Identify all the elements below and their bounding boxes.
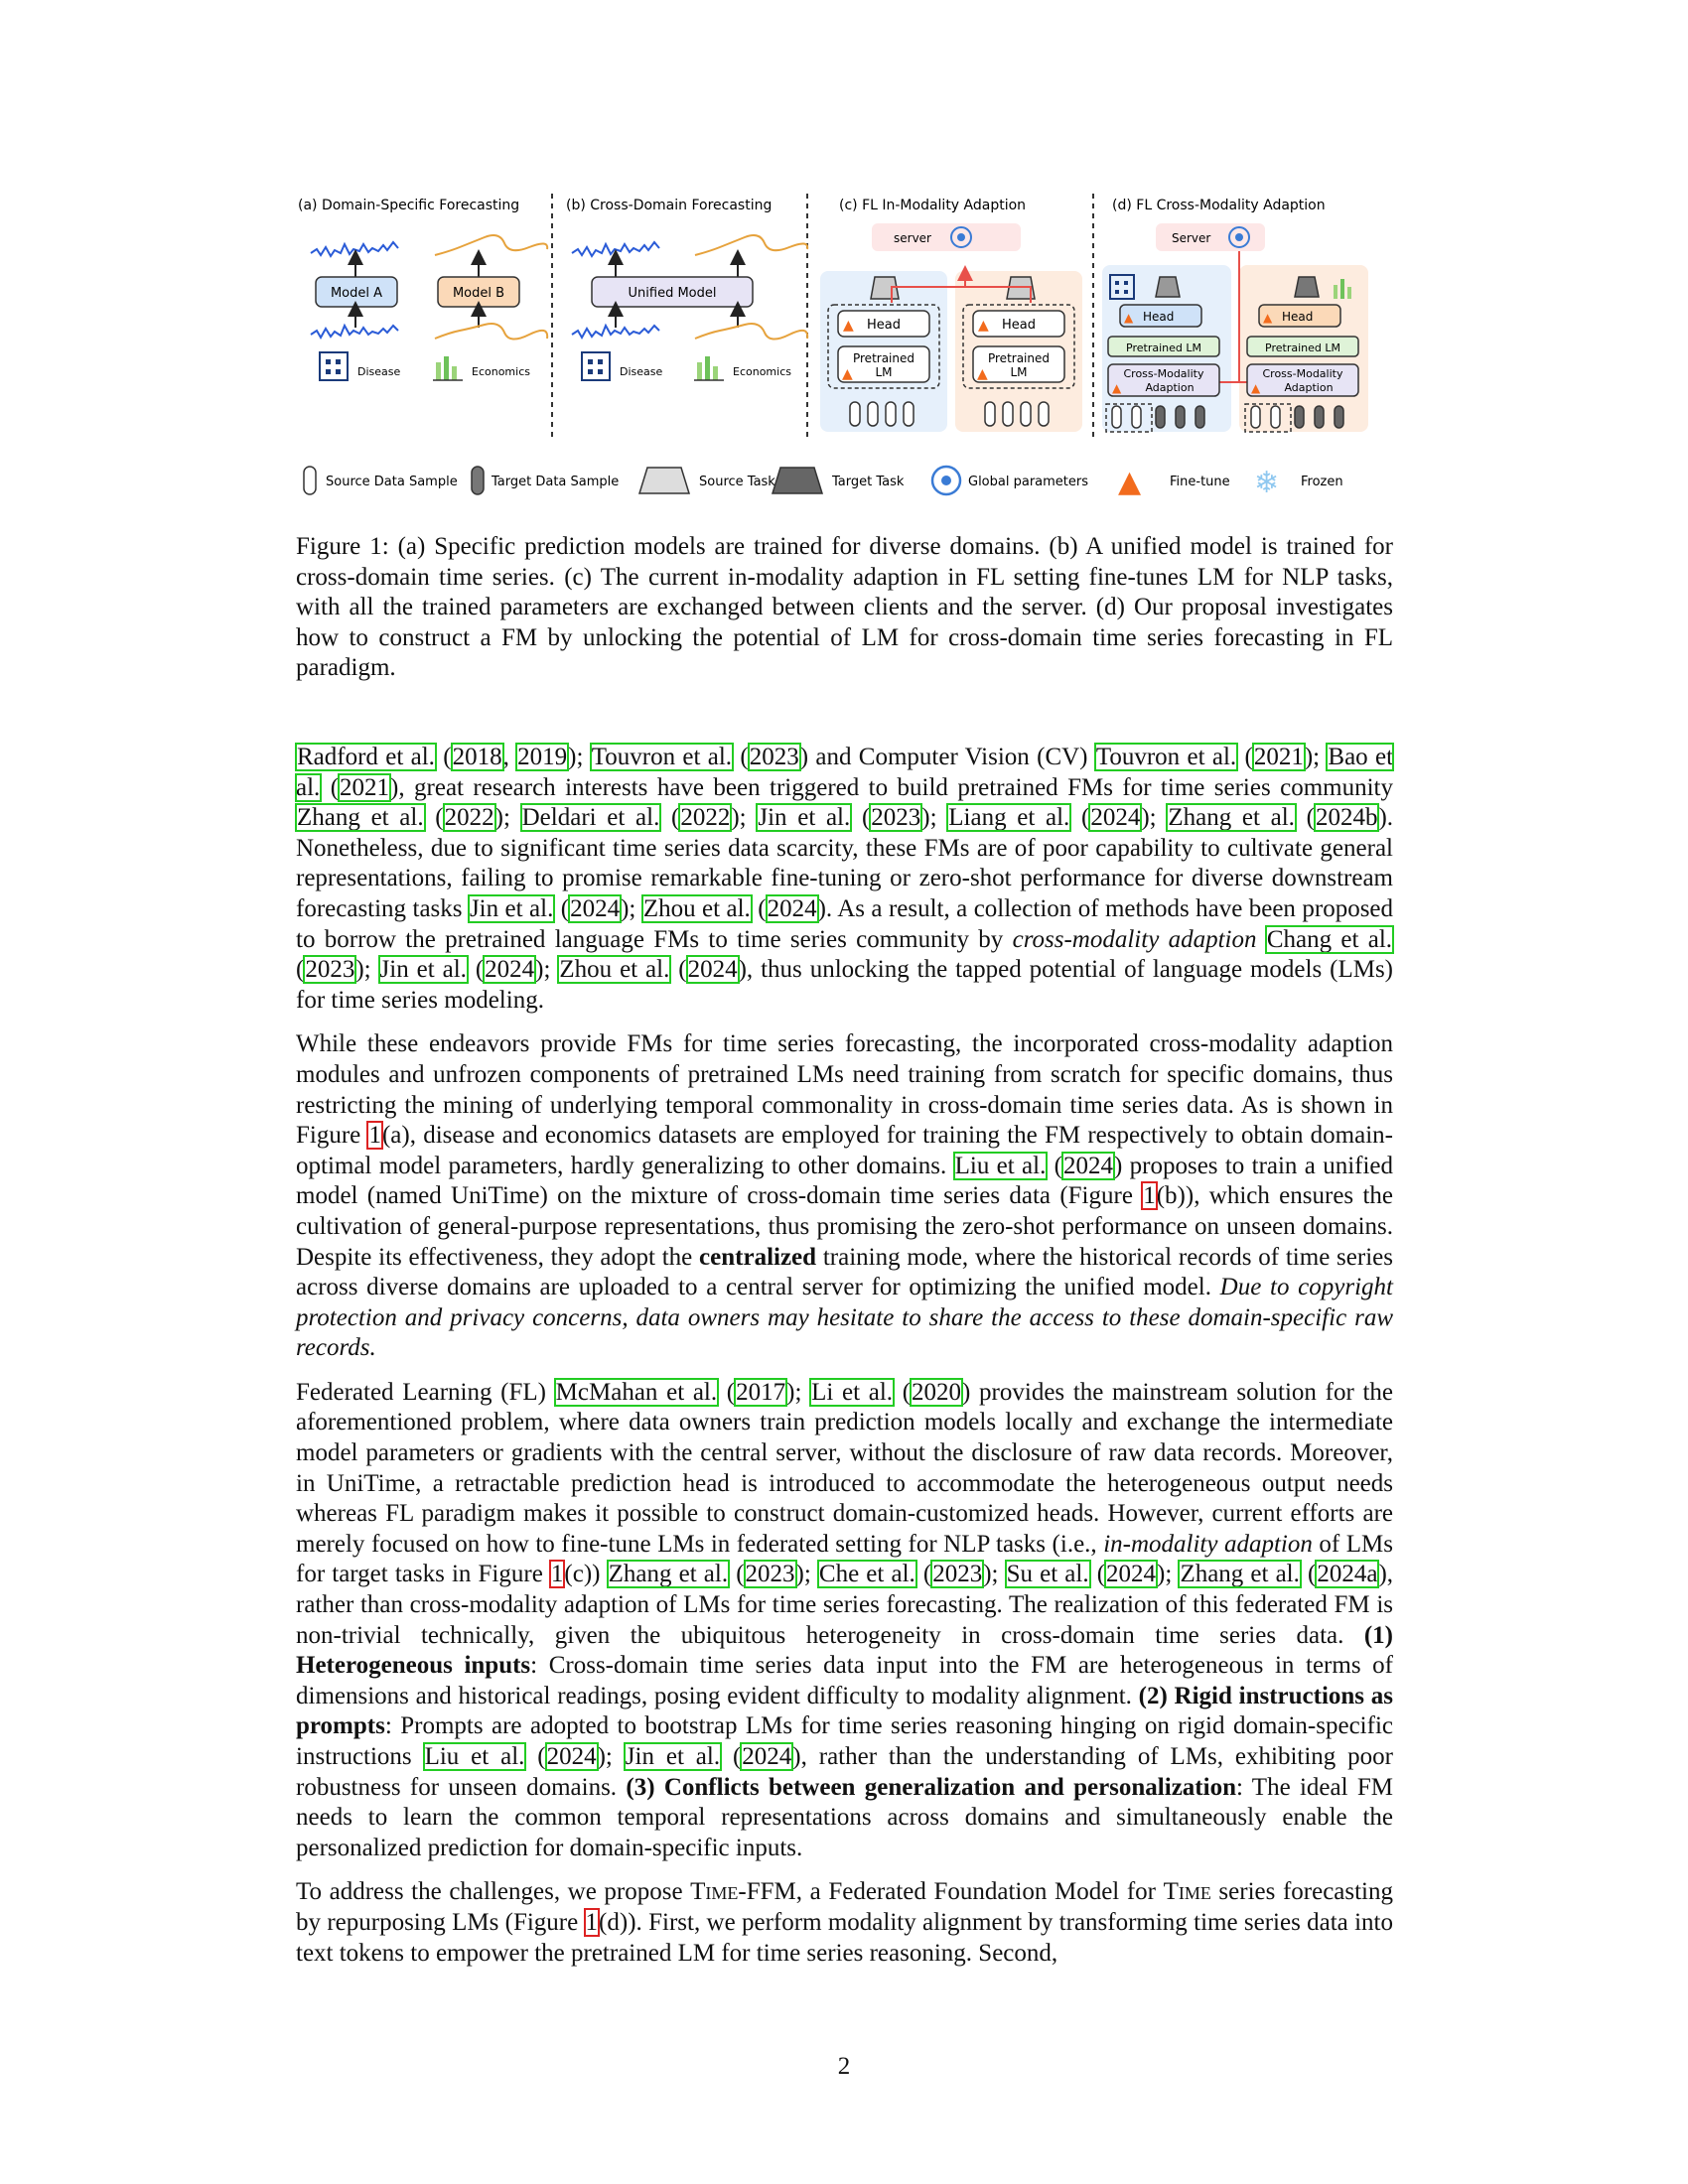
hospital-icon	[320, 352, 348, 380]
citation-link[interactable]: 2024	[687, 956, 738, 984]
text-run: ) proposes to train a unified model (named UniTime) on the mixture of cross-domain time series data (Figure	[296, 1152, 1394, 1210]
bold-text: (3) Conflicts between generalization and personalization	[626, 1773, 1236, 1801]
caption-prefix: Figure 1:	[296, 533, 389, 560]
page-number: 2	[837, 2053, 851, 2080]
figure-ref-link[interactable]: 1	[550, 1561, 564, 1588]
fire-icon: ▲	[1251, 381, 1261, 395]
unified-model-label: Unified Model	[628, 286, 717, 301]
text-run: );	[355, 956, 379, 984]
text-run: (	[554, 894, 570, 922]
economics-label-a: Economics	[472, 365, 530, 378]
fire-icon: ▲	[843, 318, 854, 334]
citation-link[interactable]: 2024	[1062, 1152, 1113, 1179]
legend-global-parameters: Global parameters	[968, 475, 1089, 489]
figure-caption	[296, 532, 1393, 684]
legend-fine-tune: Fine-tune	[1170, 475, 1230, 489]
server-label-d: Server	[1172, 231, 1211, 245]
server-label-c: server	[894, 231, 931, 245]
legend-frozen: Frozen	[1301, 475, 1343, 489]
text-run: (	[718, 1378, 736, 1406]
caption-text: (a) Specific prediction models are trained for diverse domains. (b) A unified model is trained for cross-domain time series. (c) The current in-modality adaption in FL setting fine-tunes LM for NLP tasks, with all the trained parameters are exchanged between clients and the server. (d) Our proposal investigates how to construct a FM by unlocking the potential of LM for cross-domain time series forecasting in FL paradigm.	[296, 533, 1394, 682]
text-run: (c))	[564, 1561, 608, 1588]
legend-target-sample-swatch	[472, 467, 484, 494]
citation-link[interactable]: Zhou et al.	[642, 894, 751, 922]
citation-link[interactable]: Touvron et al.	[591, 744, 733, 770]
citation-link[interactable]: Liu et al.	[954, 1152, 1047, 1179]
legend-target-sample: Target Data Sample	[492, 475, 620, 489]
text-run: (	[525, 1743, 546, 1770]
fire-icon: ▲	[1124, 311, 1134, 325]
text-run: );	[786, 1378, 811, 1406]
text-run: ), thus unlocking the tapped potential of language models (LMs) for time series modeling.	[296, 956, 1394, 1014]
citation-link[interactable]: 2024	[485, 956, 535, 984]
head-label-d2: Head	[1282, 310, 1314, 324]
text-run: (	[1070, 804, 1090, 832]
text-run: of LMs for target tasks in Figure	[296, 1530, 1394, 1588]
text-run: (	[1237, 744, 1253, 770]
citation-link[interactable]: 2020	[912, 1378, 962, 1406]
text-run: (a), disease and economics datasets are employed for training the FM respectively to obtain domain-optimal model parameters, hardly generalizing to other domains.	[296, 1122, 1393, 1179]
head-label-c1: Head	[867, 318, 901, 333]
citation-link[interactable]: 2022	[680, 804, 731, 832]
series-econ-input-b	[695, 324, 807, 340]
text-run: (	[1089, 1561, 1106, 1588]
text-run: );	[621, 894, 642, 922]
citation-link[interactable]: Radford et al.	[297, 744, 435, 770]
panel-a-label: (a) Domain-Specific Forecasting	[298, 198, 520, 213]
lm-label-d1: Pretrained LM	[1126, 341, 1201, 354]
citation-link[interactable]: 2017	[736, 1378, 786, 1406]
small-caps-text: Time	[1163, 1878, 1211, 1906]
text-run: );	[795, 1561, 818, 1588]
text-run: Federated Learning (FL)	[296, 1378, 555, 1406]
lm-label-c1-line2: LM	[875, 365, 893, 379]
citation-link[interactable]: 2024	[1090, 804, 1141, 832]
legend-source-task-swatch	[639, 468, 689, 493]
fire-icon: ▲	[1263, 311, 1273, 325]
citation-link[interactable]: 2024	[570, 894, 621, 922]
head-label-d1: Head	[1143, 310, 1175, 324]
series-econ-output-b	[695, 235, 807, 255]
citation-link[interactable]: 2019	[517, 744, 568, 770]
paragraph	[296, 743, 1393, 1016]
adapt-label-d1-line1: Cross-Modality	[1123, 367, 1204, 380]
paragraph	[296, 1029, 1393, 1364]
lm-label-c2-line1: Pretrained	[987, 351, 1051, 365]
citation-link[interactable]: 2024	[1106, 1561, 1157, 1588]
citation-link[interactable]: Jin et al.	[469, 894, 554, 922]
text-run: To address the challenges, we propose	[296, 1878, 691, 1906]
text-run: );	[597, 1743, 625, 1770]
citation-link[interactable]: Jin et al.	[625, 1743, 721, 1770]
series-disease-output-b	[572, 242, 659, 256]
text-run: (	[321, 773, 340, 801]
bold-text: centralized	[699, 1243, 817, 1271]
text-run: (	[296, 956, 305, 984]
bold-text: (2) Rigid instructions as prompts	[296, 1682, 1393, 1740]
text-run	[1257, 926, 1266, 953]
citation-link[interactable]: 2024b	[1315, 804, 1378, 832]
text-run: (	[729, 1561, 745, 1588]
text-run: ) and Computer Vision (CV)	[799, 744, 1095, 770]
citation-link[interactable]: Su et al.	[1006, 1561, 1089, 1588]
citation-link[interactable]: Chang et al.	[1266, 925, 1393, 953]
citation-link[interactable]: 2021	[340, 773, 390, 801]
text-run: (	[1047, 1152, 1062, 1179]
text-run: );	[535, 956, 559, 984]
fire-icon: ▲	[977, 366, 988, 382]
text-run: ), great research interests have been triggered to build pretrained FMs for time series community	[390, 773, 1394, 801]
panel-d-label: (d) FL Cross-Modality Adaption	[1112, 198, 1326, 213]
text-run: ). As a result, a collection of methods have been proposed to borrow the pretrained language FMs to time series community by	[296, 894, 1394, 953]
text-run: (	[894, 1378, 912, 1406]
citation-link[interactable]: Bao et al.	[296, 744, 1394, 801]
model-b-label: Model B	[452, 286, 505, 301]
small-caps-text: Time-FFM	[690, 1878, 796, 1906]
text-run: While these endeavors provide FMs for time series forecasting, the incorporated cross-modality adaption modules and unfrozen components of pretrained LMs need training from scratch for specific domains, thus restricting the mining of underlying temporal commonality in cross-domain time series data. As is shown in Figure	[296, 1030, 1393, 1150]
citation-link[interactable]: 2023	[749, 744, 799, 770]
citation-link[interactable]: 2024	[546, 1743, 597, 1770]
text-run: (	[467, 956, 485, 984]
fire-icon: ▲	[978, 318, 989, 334]
text-run: ) provides the mainstream solution for the aforementioned problem, where data owners train prediction models locally and exchange the intermediate model parameters or gradients with the central server, without the disclosure of raw data records. Moreover, in UniTime, a retractable prediction head is introduced to accommodate the heterogeneous output needs whereas FL paradigm makes it possible to construct domain-customized heads. However, current efforts are merely focused on how to fine-tune LMs in federated setting for NLP tasks (i.e.,	[296, 1378, 1393, 1558]
text-run: );	[1304, 744, 1328, 770]
adapt-label-d2-line2: Adaption	[1284, 381, 1334, 394]
text-run: );	[568, 744, 591, 770]
text-run: (	[435, 744, 452, 770]
citation-link[interactable]: Che et al.	[818, 1561, 915, 1588]
citation-link[interactable]: Zhou et al.	[559, 956, 670, 984]
text-run: (	[851, 804, 871, 832]
paragraph	[296, 1877, 1393, 1969]
text-run: series forecasting by repurposing LMs (Figure	[296, 1878, 1394, 1936]
fire-icon: ▲	[842, 366, 853, 382]
figure-ref-link[interactable]: 1	[368, 1122, 381, 1150]
legend-source-sample: Source Data Sample	[326, 475, 458, 489]
lm-label-c1-line1: Pretrained	[852, 351, 915, 365]
text-run: (	[424, 804, 444, 832]
text-run: ). Nonetheless, due to significant time series data scarcity, these FMs are of poor capability to cultivate general representations, failing to promise remarkable fine-tuning or zero-shot performance for diverse downstream forecasting tasks	[296, 804, 1394, 922]
chart-icon	[433, 356, 463, 380]
panel-b-label: (b) Cross-Domain Forecasting	[566, 198, 773, 213]
citation-link[interactable]: Liang et al.	[948, 804, 1070, 832]
paragraph	[296, 1378, 1393, 1864]
legend-target-task: Target Task	[832, 475, 905, 489]
head-label-c2: Head	[1002, 318, 1036, 333]
text-run: );	[983, 1561, 1006, 1588]
figure-ref-link[interactable]: 1	[1143, 1182, 1156, 1210]
adapt-label-d1-line2: Adaption	[1145, 381, 1195, 394]
model-a-label: Model A	[330, 286, 383, 301]
citation-link[interactable]: 2022	[444, 804, 494, 832]
citation-link[interactable]: Zhang et al.	[1168, 804, 1295, 832]
economics-label-b: Economics	[733, 365, 791, 378]
text-run: : Prompts are adopted to bootstrap LMs for time series reasoning hinging on rigid domain-specific instructions	[296, 1712, 1393, 1770]
citation-link[interactable]: 2023	[932, 1561, 983, 1588]
citation-link[interactable]: 2021	[1253, 744, 1304, 770]
citation-link[interactable]: 2024	[742, 1743, 792, 1770]
citation-link[interactable]: Zhang et al.	[297, 804, 424, 832]
disease-label-a: Disease	[357, 365, 401, 378]
hospital-icon	[582, 352, 610, 380]
legend-source-task: Source Task	[699, 475, 775, 489]
citation-link[interactable]: 2018	[452, 744, 502, 770]
text-run: (	[751, 894, 767, 922]
citation-link[interactable]: Jin et al.	[758, 804, 851, 832]
text-run: );	[494, 804, 521, 832]
lm-label-c2-line2: LM	[1010, 365, 1028, 379]
citation-link[interactable]: Zhang et al.	[1180, 1561, 1300, 1588]
text-run: );	[1157, 1561, 1180, 1588]
series-disease-output	[311, 242, 398, 256]
figure-ref-link[interactable]: 1	[585, 1908, 599, 1936]
text-run: (	[660, 804, 680, 832]
italic-text: cross-modality adaption	[1012, 925, 1257, 953]
legend-target-task-swatch	[773, 468, 822, 493]
text-run: (	[670, 956, 687, 984]
italic-text: in-modality adaption	[1103, 1530, 1313, 1558]
text-run: );	[1141, 804, 1168, 832]
text-run: , a Federated Foundation Model for	[795, 1878, 1164, 1906]
text-run: : Cross-domain time series data input into the FM are heterogeneous in terms of dimensions and historical readings, posing evident difficulty to modality alignment.	[296, 1652, 1393, 1709]
text-run: (b)), which ensures the cultivation of general-purpose representations, thus promising the zero-shot performance on unseen domains. Despite its effectiveness, they adopt the	[296, 1182, 1393, 1271]
panel-c-label: (c) FL In-Modality Adaption	[839, 198, 1027, 213]
legend-source-sample-swatch	[304, 467, 316, 494]
adapt-label-d2-line1: Cross-Modality	[1262, 367, 1343, 380]
disease-label-b: Disease	[620, 365, 663, 378]
text-run: ), rather than the understanding of LMs, exhibiting poor robustness for unseen domains.	[296, 1743, 1393, 1801]
citation-link[interactable]: 2024a	[1317, 1561, 1378, 1588]
snowflake-icon: ❄	[1254, 466, 1280, 500]
citation-link[interactable]: Deldari et al.	[521, 804, 660, 832]
italic-text: Due to copyright protection and privacy concerns, data owners may hesitate to share the access to these domain-specific raw records.	[296, 1274, 1393, 1362]
text-run: (	[915, 1561, 932, 1588]
text-run: (d)). First, we perform modality alignment by transforming time series data into text tokens to empower the pretrained LM for time series reasoning. Second,	[296, 1908, 1393, 1967]
bold-text: (1) Heterogeneous inputs	[296, 1621, 1393, 1680]
citation-link[interactable]: Touvron et al.	[1095, 744, 1237, 770]
text-run: (	[733, 744, 749, 770]
global-parameters-icon	[932, 467, 960, 494]
citation-link[interactable]: 2023	[745, 1561, 795, 1588]
series-econ-input	[435, 324, 547, 340]
citation-link[interactable]: Liu et al.	[424, 1743, 525, 1770]
text-run: : The ideal FM needs to learn the common temporal representations across domains and simultaneously enable the personalized prediction for domain-specific inputs.	[296, 1773, 1394, 1861]
citation-link[interactable]: 2023	[305, 956, 355, 984]
citation-link[interactable]: Li et al.	[811, 1378, 894, 1406]
chart-icon	[694, 356, 724, 380]
text-run: );	[731, 804, 758, 832]
series-econ-output	[435, 235, 547, 255]
fire-icon: ▲	[1112, 381, 1122, 395]
text-run: );	[921, 804, 948, 832]
body-text	[296, 743, 1393, 1982]
citation-link[interactable]: Zhang et al.	[608, 1561, 729, 1588]
fire-icon: ▲	[1118, 465, 1142, 499]
text-run: (	[1295, 804, 1315, 832]
lm-label-d2: Pretrained LM	[1265, 341, 1340, 354]
text-run: ,	[502, 744, 517, 770]
text-run: training mode, where the historical records of time series across diverse domains are uploaded to a central server for optimizing the unified model.	[296, 1243, 1393, 1301]
citation-link[interactable]: McMahan et al.	[555, 1378, 718, 1406]
text-run: ), rather than cross-modality adaption of LMs for time series forecasting. The realization of this federated FM is non-trivial technically, given the ubiquitous heterogeneity in cross-domain time series data.	[296, 1561, 1394, 1649]
figure-1	[296, 194, 1393, 506]
citation-link[interactable]: 2023	[871, 804, 921, 832]
text-run: (	[1300, 1561, 1317, 1588]
text-run: (	[721, 1743, 742, 1770]
citation-link[interactable]: Jin et al.	[379, 956, 467, 984]
citation-link[interactable]: 2024	[767, 894, 817, 922]
